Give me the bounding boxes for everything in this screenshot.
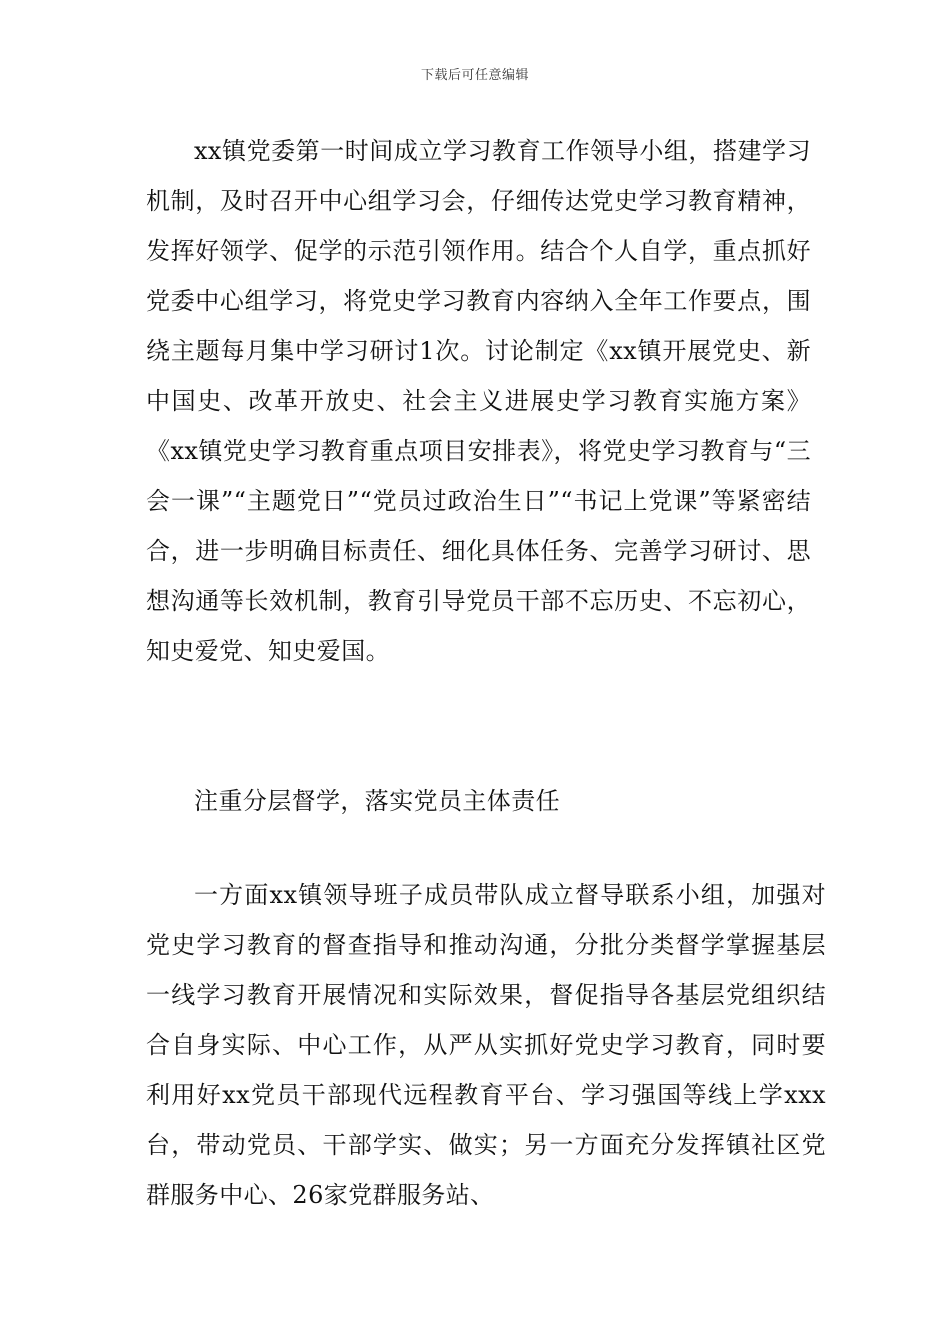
section-heading: 注重分层督学，落实党员主体责任: [194, 787, 560, 815]
page-header: 下载后可任意编辑: [420, 68, 529, 83]
body-paragraph: xx镇党委第一时间成立学习教育工作领导小组，搭建学习机制，及时召开中心组学习会，仔细传达党史学习教育精神，发挥好领学、促学的示范引领作用。结合个人自学，重点抓好党委中心组学习，将党史学习教育内容纳入全年工作要点，围绕主题每月集中学习研讨1次。讨论制定《xx镇开展党史、新中国史、改革开放史、社会主义进展史学习教育实施方案》《xx镇党史学习教育重点项目安排表》，将党史学习教育与“三会一课”“主题党日”“党员过政治生日”“书记上党课”等紧密结合，进一步明确目标责任、细化具体任务、完善学习研讨、思想沟通等长效机制，教育引导党员干部不忘历史、不忘初心，知史爱党、知史爱国。: [146, 137, 811, 665]
body-paragraph: 一方面xx镇领导班子成员带队成立督导联系小组，加强对党史学习教育的督查指导和推动沟通，分批分类督学掌握基层一线学习教育开展情况和实际效果，督促指导各基层党组织结合自身实际、中心工作，从严从实抓好党史学习教育，同时要利用好xx党员干部现代远程教育平台、学习强国等线上学xxx台，带动党员、干部学实、做实；另一方面充分发挥镇社区党群服务中心、26家党群服务站、: [146, 881, 826, 1209]
